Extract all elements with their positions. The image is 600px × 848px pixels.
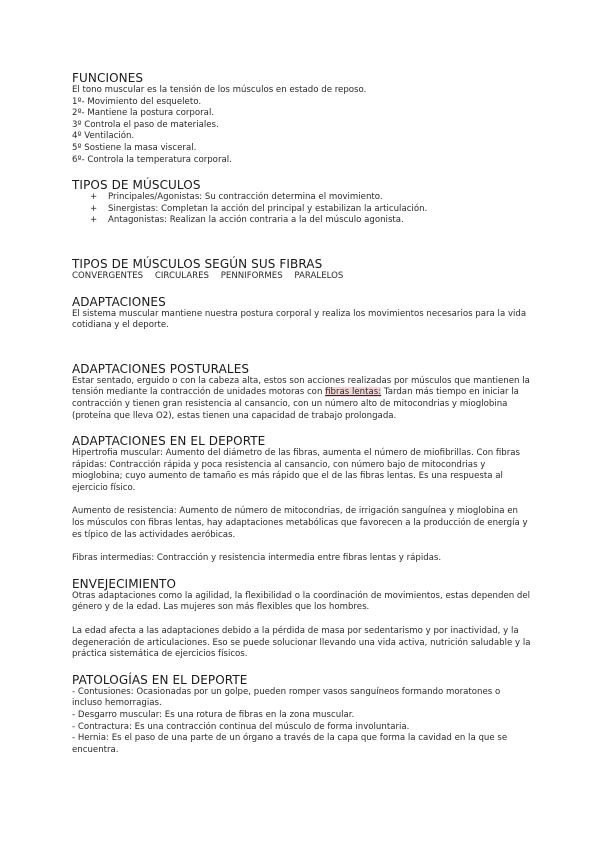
tipos-title: TIPOS DE MÚSCULOS [72,178,201,193]
fibras-tipos-title: TIPOS DE MÚSCULOS SEGÚN SUS FIBRAS [72,256,323,271]
patologias-item: - Contractura: Es una contracción continua del músculo de forma involuntaria. [72,721,410,732]
document-content [72,71,532,756]
funciones-item: 2º- Mantiene la postura corporal. [72,108,215,119]
tipos-item [90,204,532,216]
section-deporte [72,434,532,565]
section-funciones [72,71,532,166]
patologias-item: - Hernia: Es el paso de una parte de un órgano a través de la capa que forma la cavidad en la que se encuentra. [72,733,508,755]
posturales-text-after: Tardan más tiempo en iniciar la contracción y tienen gran resistencia al cansancio, con un número alto de mitocondrias y mioglobina (proteína que lleva O2), estas tienen una capacidad de trabajo prolongada. [72,387,519,421]
bullet-plus-icon: + [90,215,98,226]
patologias-item: - Desgarro muscular: Es una rotura de fibras en la zona muscular. [72,710,355,720]
deporte-paragraph: Aumento de resistencia: Aumento de número de mitocondrias, de irrigación sanguínea y mioglobina en los músculos con fibras lentas, hay adaptaciones metabólicas que favorecen a la producción de energía y es típico de las actividades aeróbicas. [72,506,528,540]
tipos-item [90,192,532,204]
posturales-title: ADAPTACIONES POSTURALES [72,361,250,376]
funciones-item: 3º Controla el paso de materiales. [72,119,219,130]
funciones-title: FUNCIONES [72,71,144,85]
envejecimiento-paragraph: La edad afecta a las adaptaciones debido a la pérdida de masa por sedentarismo y por inactividad, y la degeneración de articulaciones. Eso se puede solucionar llevando una vida activa, nutrición saludable y la práctica sistemática de ejercicios físicos. [72,626,531,660]
fibra-tipo: PARALELOS [294,270,344,281]
fibra-tipo: CONVERGENTES [72,270,144,281]
deporte-title: ADAPTACIONES EN EL DEPORTE [72,434,266,449]
adaptaciones-text: El sistema muscular mantiene nuestra postura corporal y realiza los movimientos necesarios para la vida cotidiana y el deporte. [72,308,527,331]
section-posturales [72,362,532,422]
patologias-item: - Contusiones: Ocasionadas por un golpe, pueden romper vasos sanguíneos formando moratones o incluso hemorragias. [72,686,501,709]
section-envejecimiento [72,577,532,661]
funciones-item: 5º Sostiene la masa visceral. [72,142,197,153]
section-adaptaciones [72,295,532,332]
envejecimiento-paragraph: Otras adaptaciones como la agilidad, la flexibilidad o la coordinación de movimientos, estas dependen del género y de la edad. Las mujeres son más flexibles que los hombres. [72,590,531,613]
funciones-intro: El tono muscular es la tensión de los músculos en estado de reposo. [72,85,367,95]
deporte-paragraph: Fibras intermedias: Contracción y resistencia intermedia entre fibras lentas y rápidas. [72,553,442,564]
section-patologias [72,673,532,757]
section-tipos-fibras [72,257,532,283]
tipos-item-text: Sinergistas: Completan la acción del principal y estabilizan la articulación. [108,203,428,214]
tipos-item-text: Antagonistas: Realizan la acción contraria a la del músculo agonista. [108,215,404,226]
bullet-plus-icon: + [90,203,98,214]
envejecimiento-title: ENVEJECIMIENTO [72,576,177,591]
posturales-text-before: Estar sentado, erguido o con la cabeza alta, estos son acciones realizadas por músculos que mantienen la tensión mediante la contracción de unidades motoras con [72,375,530,398]
funciones-item: 6º- Controla la temperatura corporal. [72,154,232,165]
adaptaciones-title: ADAPTACIONES [72,294,166,309]
section-tipos-musculos [72,178,532,227]
funciones-item: 4º Ventilación. [72,131,135,142]
fibras-lentas-highlight: fibras lentas: [325,387,382,398]
patologias-title: PATOLOGÍAS EN EL DEPORTE [72,672,248,687]
bullet-plus-icon: + [90,192,98,203]
posturales-text [72,376,532,422]
tipos-item [90,215,532,227]
tipos-list [72,192,532,227]
deporte-paragraph: Hipertrofia muscular: Aumento del diámetro de las fibras, aumenta el número de miofibrillas. Con fibras rápidas: Contracción rápida y poca resistencia al cansancio, con número bajo de mitocondrias y mioglobina; cuyo aumento de tamaño es más rápido que el de las fibras lentas. Es una respuesta al ejercicio físico. [72,448,521,493]
tipos-item-text: Principales/Agonistas: Su contracción determina el movimiento. [108,192,383,203]
fibra-tipo: PENNIFORMES [220,270,283,281]
fibra-tipo: CIRCULARES [154,270,209,281]
fibras-tipos-list [72,271,532,283]
funciones-item: 1º- Movimiento del esqueleto. [72,96,202,107]
